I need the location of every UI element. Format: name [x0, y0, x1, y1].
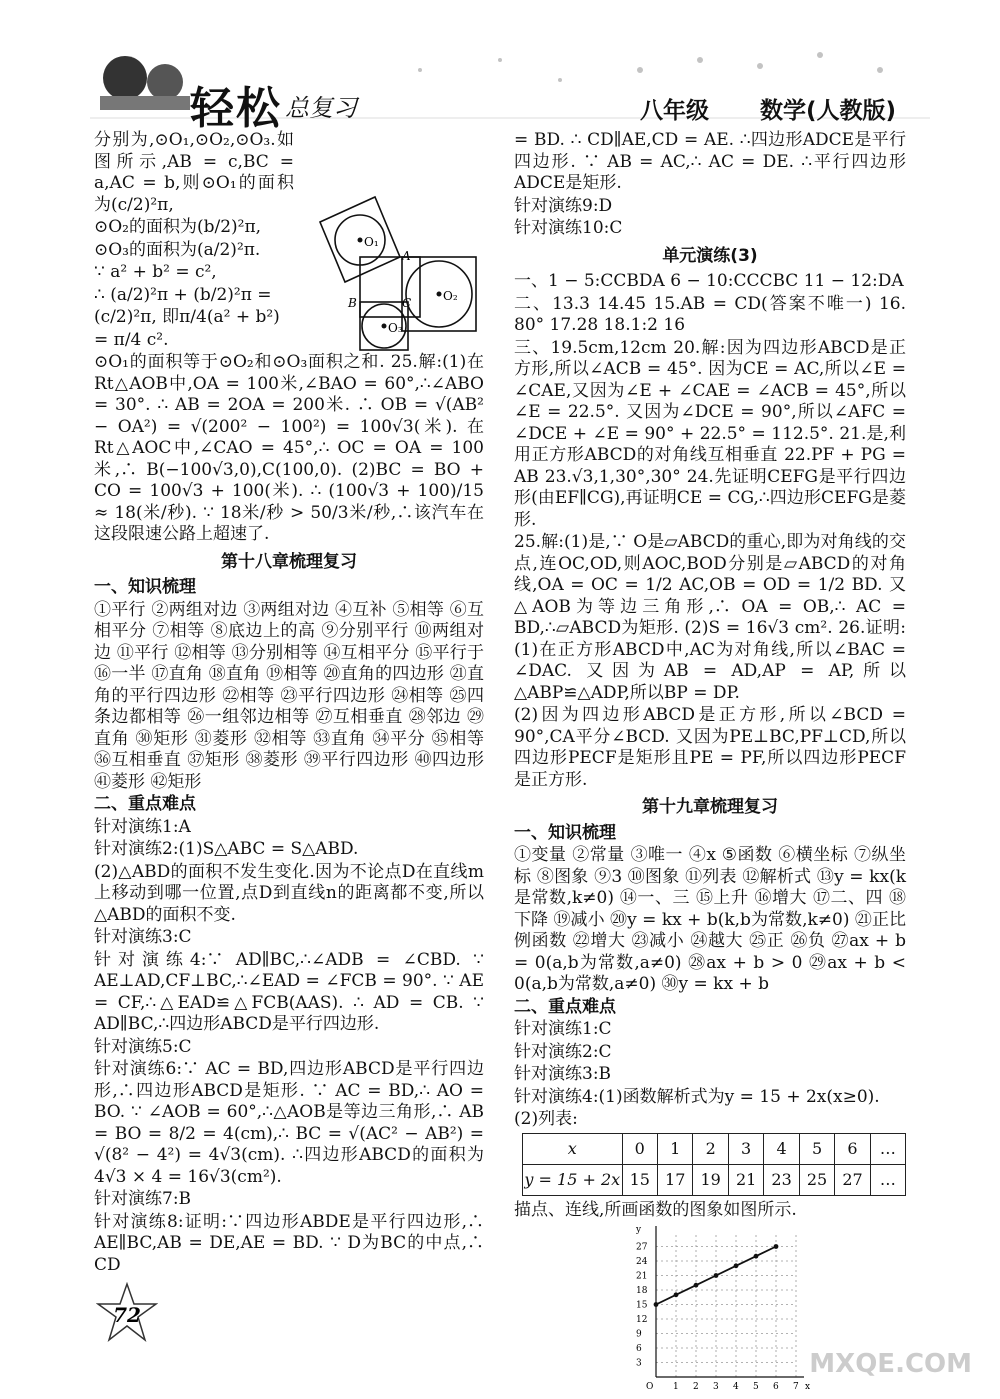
- unit-title: 单元演练(3): [662, 245, 758, 266]
- ch18-d1: 针对演练1:A: [94, 816, 191, 837]
- table-cell: …: [870, 1164, 905, 1195]
- ch19-knowledge: ①变量 ②常量 ③唯一 ④x ⑤函数 ⑥横坐标 ⑦纵坐标 ⑧图象 ⑨3 ⑩图象 ⑪列表 ⑫解析式 ⑬y = kx(k是常数,k≠0) ⑭一、三 ⑮上升 ⑯增大 ⑰二、四 ⑱下降 ⑲减小 ⑳y = kx + b(k,b为常数,k≠0) ㉑正比例函数 ㉒增大 ㉓减小 ㉔越大 ㉕正 ㉖负 ㉗ax + b = 0(a,b为常数,a≠0) ㉘ax + b > 0 ㉙ax + b < 0(a,b为常数,a≠0) ㉚y = kx + b: [514, 845, 906, 994]
- table-row: [523, 1164, 906, 1195]
- ch18-d8: 针对演练8:证明:∵四边形ABDE是平行四边形,∴ AE∥BC,AB = DE,AE = BD. ∵ D为BC的中点,∴ CD: [94, 1211, 484, 1275]
- y-tick-label: y: [636, 1225, 642, 1235]
- y-tick-label: 24: [636, 1257, 648, 1267]
- label-b: B: [348, 296, 357, 310]
- left-p2: ⊙O₂的面积为(b/2)²π,: [94, 217, 262, 237]
- ch18-title: 第十八章梳理复习: [221, 551, 357, 572]
- label-o2: O₂: [443, 289, 458, 303]
- y-tick-label: 6: [636, 1344, 642, 1354]
- data-point: [754, 1254, 759, 1259]
- ch18-d6: 针对演练6:∵ AC = BD,四边形ABCD是平行四边形,∴四边形ABCD是矩形. ∵ AC = BD,∴ AO = BO. ∵ ∠AOB = 60°,∴△AOB是等边三角形,∴ AB = BO = 8/2 = 4(cm),∴ BC = √(AC² − AB²) = √(8² − 4²) = 4√3(cm). ∴四边形ABCD的面积为4√3 × 4 = 16√3(cm²).: [94, 1059, 484, 1187]
- left-p4: ∵ a² + b² = c²,: [94, 262, 217, 282]
- ch19-d4: 针对演练4:(1)函数解析式为y = 15 + 2x(x≥0).: [514, 1086, 880, 1107]
- left-p6: (c/2)²π, 即π/4(a² + b²): [94, 307, 280, 327]
- ch19-d3: 针对演练3:B: [514, 1064, 612, 1084]
- brand-title: 轻松: [190, 83, 282, 134]
- right-column: [514, 130, 906, 1399]
- watermark: MXQE.COM: [809, 1349, 972, 1379]
- table-cell: 1: [658, 1133, 693, 1164]
- x-tick-label: 5: [753, 1382, 759, 1392]
- value-table: [522, 1133, 906, 1196]
- ch18-knowledge: ①平行 ②两组对边 ③两组对边 ④互补 ⑤相等 ⑥互相平分 ⑦相等 ⑧底边上的高 ⑨分别平行 ⑩两组对边 ⑪平行 ⑫相等 ⑬分别相等 ⑭互相平分 ⑮平行于 ⑯一半 ⑰直角 ⑱直角 ⑲相等 ⑳直角的四边形 ㉑直角的平行四边形 ㉒相等 ㉓平行四边形 ㉔相等 ㉕四条边都相等 ㉖一组邻边相等 ㉗互相垂直 ㉘邻边 ㉙直角 ㉚矩形 ㉛菱形 ㉜相等 ㉝直角 ㉞平分 ㉟相等 ㊱互相垂直 ㊲矩形 ㊳菱形 ㊴平行四边形 ㊵四边形 ㊶菱形 ㊷矩形: [94, 599, 484, 792]
- x-tick-label: 7: [793, 1382, 799, 1392]
- right-r2: 针对演练9:D: [514, 195, 613, 216]
- data-point: [714, 1273, 719, 1278]
- ch18-d5: 针对演练5:C: [94, 1036, 192, 1057]
- data-point: [774, 1244, 779, 1249]
- left-p1: 分别为,⊙O₁,⊙O₂,⊙O₃.如图所示,AB = c,BC = a,AC = b,则⊙O₁的面积为(c/2)²π,: [94, 130, 294, 215]
- left-p5: ∴ (a/2)²π + (b/2)²π =: [94, 284, 272, 305]
- ch18-d2: 针对演练2:(1)S△ABC = S△ABD.: [94, 839, 359, 859]
- ch18-d7: 针对演练7:B: [94, 1189, 192, 1209]
- left-p8: ⊙O₁的面积等于⊙O₂和⊙O₃面积之和. 25.解:(1)在Rt△AOB中,OA = 100米,∠BAO = 60°,∴∠ABO = 30°. ∴ AB = 2OA = 200米. ∴ OB = √(AB² − OA²) = √(200² − 100²) = 100√3(米). 在Rt△AOC中,∠CAO = 45°,∴ OC = OA = 100米,∴ B(−100√3,0),C(100,0). (2)BC = BO + CO = 100√3 + 100(米). ∴ (100√3 + 100)/15 ≈ 18(米/秒). ∵ 18米/秒 > 50/3米/秒,∴该汽车在这段限速公路上超速了.: [94, 352, 484, 544]
- data-point: [654, 1302, 659, 1307]
- graph-caption: 描点、连线,所画函数的图象如图所示.: [514, 1199, 797, 1220]
- x-tick-label: O: [646, 1382, 654, 1392]
- page-number-star: [96, 1282, 158, 1344]
- table-cell: 21: [728, 1164, 763, 1195]
- grade-label: 八年级: [640, 98, 709, 124]
- function-graph: [634, 1222, 814, 1392]
- y-tick-label: 21: [636, 1271, 648, 1282]
- unit-u1: 一、1 − 5:CCBDA 6 − 10:CCCBC 11 − 12:DA: [514, 271, 904, 291]
- table-cell: 4: [764, 1133, 799, 1164]
- x-tick-label: 4: [733, 1382, 739, 1392]
- data-point: [734, 1263, 739, 1268]
- ch18-d4: 针对演练4:∵ AD∥BC,∴∠ADB = ∠CBD. ∵ AE⊥AD,CF⊥BC,∴∠EAD = ∠FCB = 90°. ∵ AE = CF,∴△EAD≌△FCB(AAS). ∴ AD = CB. ∵ AD∥BC,∴四边形ABCD是平行四边形.: [94, 949, 484, 1034]
- y-tick-label: 9: [636, 1329, 642, 1340]
- table-cell: 6: [835, 1133, 870, 1164]
- ch19-sec1: 一、知识梳理: [514, 822, 616, 843]
- table-cell: 19: [693, 1164, 728, 1195]
- label-c: C: [402, 296, 412, 310]
- ch19-d4b: (2)列表:: [514, 1109, 578, 1129]
- table-cell: 5: [799, 1133, 834, 1164]
- brand-subtitle: 总复习: [285, 94, 357, 122]
- table-row: [523, 1133, 906, 1164]
- left-p7: = π/4 c².: [94, 329, 169, 350]
- unit-u2: 二、13.3 14.45 15.AB = CD(答案不唯一) 16. 80° 17.28 18.1:2 16: [514, 293, 906, 335]
- right-r3: 针对演练10:C: [514, 218, 623, 238]
- y-tick-label: 15: [636, 1300, 648, 1311]
- y-tick-label: 12: [636, 1315, 648, 1325]
- x-tick-label: 1: [673, 1382, 679, 1392]
- y-tick-label: 3: [636, 1358, 642, 1369]
- ch18-sec1: 一、知识梳理: [94, 577, 196, 597]
- page-number: 72: [113, 1303, 141, 1327]
- unit-u3: 三、19.5cm,12cm 20.解:因为四边形ABCD是正方形,所以∠ACB = 45°. 因为CE = AC,所以∠E = ∠CAE,又因为∠E + ∠CAE = ∠ACB = 45°,所以∠E = 22.5°. 又因为∠DCE = 90°,所以∠AFC = ∠DCE + ∠E = 90° + 22.5° = 112.5°. 21.是,利用正方形ABCD的对角线互相垂直 22.PF + PG = AB 23.√3,1,30°,30° 24.先证明CEFG是平行四边形(由EF∥CG),再证明CE = CG,∴四边形CEFG是菱形.: [514, 337, 906, 530]
- y-tick-label: 18: [636, 1286, 648, 1296]
- data-point: [674, 1292, 679, 1297]
- page-header: [0, 0, 1000, 134]
- unit-u5: (2)因为四边形ABCD是正方形,所以∠BCD = 90°,CA平分∠BCD. 又因为PE⊥BC,PF⊥CD,所以四边形PECF是矩形且PE = PF,所以四边形PECF是正方形.: [514, 705, 906, 790]
- x-tick-label: 6: [773, 1382, 779, 1392]
- ch18-sec2: 二、重点难点: [94, 794, 196, 814]
- table-cell: 2: [693, 1133, 728, 1164]
- left-column: [94, 130, 484, 1277]
- table-cell: …: [870, 1133, 905, 1164]
- x-tick-label: 3: [713, 1382, 719, 1392]
- label-o3: O₃: [388, 321, 403, 335]
- label-a: A: [402, 249, 411, 263]
- label-o1: O₁: [364, 235, 379, 249]
- right-r1: = BD. ∴ CD∥AE,CD = AE. ∴四边形ADCE是平行四边形. ∵ AB = AC,∴ AC = DE. ∴平行四边形ADCE是矩形.: [514, 130, 906, 193]
- cartoon-kids-icon: [100, 56, 190, 110]
- ch19-d2: 针对演练2:C: [514, 1041, 612, 1062]
- table-cell: 25: [799, 1164, 834, 1195]
- ch19-sec2: 二、重点难点: [514, 996, 616, 1017]
- table-cell: x: [523, 1133, 623, 1164]
- table-cell: y = 15 + 2x: [523, 1164, 623, 1195]
- ch18-d3: 针对演练3:C: [94, 927, 192, 947]
- table-cell: 23: [764, 1164, 799, 1195]
- x-tick-label: 2: [693, 1382, 699, 1392]
- y-tick-label: 27: [636, 1242, 648, 1253]
- data-point: [694, 1283, 699, 1288]
- ch18-d2b: (2)△ABD的面积不发生变化.因为不论点D在直线m上移动到哪一位置,点D到直线n的距离都不变,所以△ABD的面积不变.: [94, 861, 484, 925]
- x-tick-label: x: [805, 1382, 811, 1392]
- table-cell: 3: [728, 1133, 763, 1164]
- table-cell: 27: [835, 1164, 870, 1195]
- table-cell: 15: [622, 1164, 657, 1195]
- left-p3: ⊙O₃的面积为(a/2)²π.: [94, 239, 261, 260]
- table-cell: 17: [658, 1164, 693, 1195]
- subject-label: 数学(人教版): [760, 98, 897, 124]
- table-cell: 0: [622, 1133, 657, 1164]
- ch19-d1: 针对演练1:C: [514, 1019, 612, 1039]
- unit-u4: 25.解:(1)是,∵ O是▱ABCD的重心,即为对角线的交点,连OC,OD,则AOC,BOD分别是▱ABCD的对角线,OA = OC = 1/2 AC,OB = OD = 1/2 BD. 又△AOB为等边三角形,∴ OA = OB,∴ AC = BD,∴▱ABCD为矩形. (2)S = 16√3 cm². 26.证明:(1)在正方形ABCD中,AC为对角线,所以∠BAC = ∠DAC. 又因为AB = AD,AP = AP,所以△ABP≌△ADP,所以BP = DP.: [514, 532, 906, 703]
- ch19-title: 第十九章梳理复习: [642, 797, 778, 817]
